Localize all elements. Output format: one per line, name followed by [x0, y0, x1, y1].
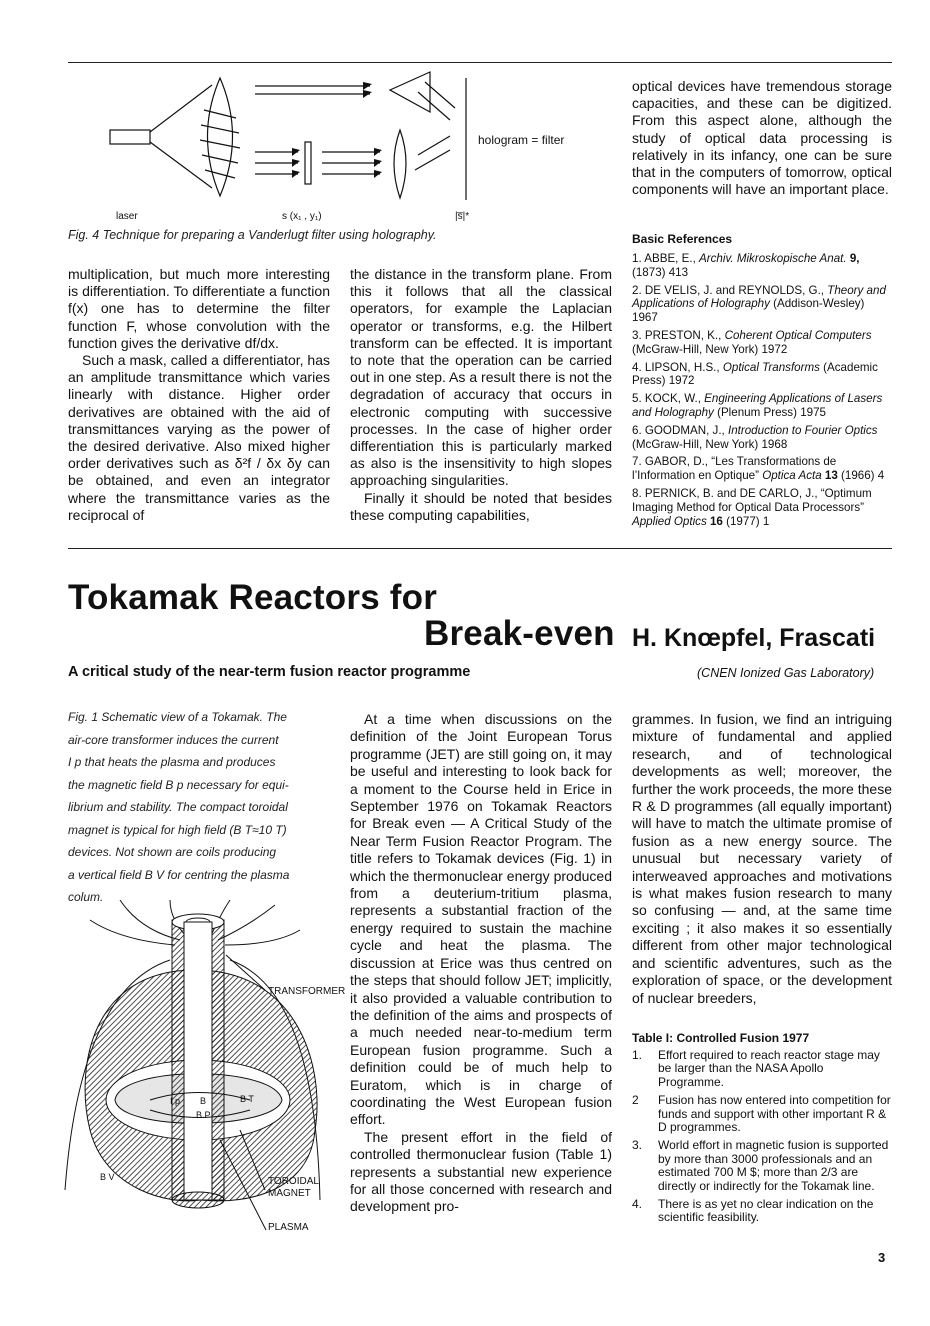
- reference-it: Optica Acta: [762, 469, 822, 483]
- fig1-caption-line: magnet is typical for high field (B T≈10 T): [68, 822, 287, 837]
- table-item: [632, 1049, 892, 1089]
- top-rule: [68, 62, 892, 63]
- table-item-text: There is as yet no clear indication on the scientific feasibility.: [658, 1197, 874, 1225]
- fig1-caption-line: the magnetic field B p necessary for equi-: [68, 777, 289, 792]
- reference-pre: 3. PRESTON, K.,: [632, 328, 725, 342]
- reference-item: [632, 455, 892, 483]
- paragraph: optical devices have tremendous storage capacities, and these can be digitized. From this aspect alone, although the study of optical data processing is relatively in its infancy, one can be sure that in the computers of tomorrow, optical components will have an important place.: [632, 78, 892, 198]
- label-ip: I p: [170, 1096, 181, 1106]
- table-item: [632, 1139, 892, 1193]
- table-item: [632, 1198, 892, 1225]
- label-bt: B T: [240, 1094, 254, 1104]
- reference-it: Applied Optics: [632, 514, 707, 528]
- field-line: [225, 930, 300, 945]
- reference-b: 9,: [846, 252, 860, 265]
- fig1-caption-line: Fig. 1 Schematic view of a Tokamak. The: [68, 710, 287, 724]
- prism: [390, 72, 430, 112]
- label-toroidal: TOROIDAL: [268, 1176, 319, 1187]
- reference-item: [632, 329, 892, 357]
- reference-pre: 2. DE VELIS, J. and REYNOLDS, G.,: [632, 283, 828, 297]
- label-transformer: TRANSFORMER: [268, 986, 346, 997]
- page-number: 3: [878, 1250, 886, 1265]
- table-item-text: Fusion has now entered into competition for funds and support with other important R & D programmes.: [658, 1093, 891, 1135]
- upper-col-2: [350, 266, 612, 524]
- reference-it: Archiv. Mikroskopische Anat.: [699, 252, 847, 265]
- reference-pre: 4. LIPSON, H.S.,: [632, 360, 723, 374]
- lens-2: [394, 130, 406, 198]
- fig1-caption: [68, 706, 330, 909]
- table-item-number: 1.: [632, 1048, 643, 1062]
- label-plasma: PLASMA: [268, 1222, 309, 1233]
- reference-post: (Plenum Press) 1975: [713, 405, 826, 419]
- fig4-label-sstar: |s̅|*: [455, 211, 470, 222]
- reference-item: [632, 284, 892, 325]
- reference-item: [632, 361, 892, 389]
- reference-post: (McGraw-Hill, New York) 1968: [632, 437, 788, 451]
- table-item-number: 3.: [632, 1138, 643, 1153]
- table-item-text: World effort in magnetic fusion is supported by more than 3000 professionals and an estimated 700 M $; more than 2/3 are directly or indirectly for the Tokamak line.: [658, 1138, 889, 1193]
- reference-post: (Academic Press) 1972: [632, 360, 878, 388]
- field-line: [120, 900, 180, 940]
- paragraph: Finally it should be noted that besides these computing capabilities,: [350, 489, 612, 523]
- laser-box: [110, 130, 150, 144]
- label-bv: B V: [100, 1172, 115, 1182]
- reference-pre: 1. ABBE, E.,: [632, 252, 700, 265]
- field-line: [90, 920, 175, 945]
- table-item-number: 4.: [632, 1197, 643, 1212]
- article-title-line-1: Tokamak Reactors for: [68, 578, 438, 617]
- reference-pre: 8. PERNICK, B. and DE CARLO, J., “Optimum Imaging Method for Optical Data Processors”: [632, 486, 872, 514]
- label-bp: B P: [196, 1110, 211, 1120]
- references-title: Basic References: [632, 232, 733, 246]
- reference-item: [632, 487, 892, 528]
- article-subtitle: A critical study of the near-term fusion reactor programme: [68, 664, 471, 680]
- reference-pre: 6. GOODMAN, J.,: [632, 423, 728, 437]
- article-title-line-2: Break-even: [424, 614, 615, 653]
- mid-rule: [68, 548, 892, 549]
- references-list: [632, 252, 892, 528]
- lower-col-3: [632, 711, 892, 1007]
- paragraph: multiplication, but much more interesting is differentiation. To differentiate a function f(x) one has to determine the filter function F, whose convolution with the function gives the derivative df/dx.: [68, 266, 330, 351]
- upper-col-1: [68, 266, 330, 524]
- reference-it: Theory and Applications of Holography: [632, 283, 886, 311]
- table-item: [632, 1094, 892, 1134]
- fig1-caption-line: I p that heats the plasma and produces: [68, 755, 276, 769]
- reference-b: 16: [706, 514, 723, 528]
- reference-post: (McGraw-Hill, New York) 1972: [632, 342, 788, 356]
- label-b: B: [200, 1096, 207, 1106]
- references: [632, 232, 892, 532]
- reference-pre: 7. GABOR, D., “Les Transformations de l’Information en Optique”: [632, 455, 837, 483]
- fig4-diagram: [100, 70, 500, 230]
- fig1-caption-line: devices. Not shown are coils producing: [68, 845, 277, 859]
- reference-pre: 5. KOCK, W.,: [632, 392, 705, 406]
- reference-item: [632, 252, 892, 280]
- fig1-caption-line: colum.: [68, 890, 104, 904]
- reference-item: [632, 424, 892, 452]
- label-magnet: MAGNET: [268, 1188, 311, 1199]
- reference-b: 13: [821, 469, 838, 483]
- fig4-label-hologram: hologram = filter: [478, 133, 565, 147]
- reference-it: Introduction to Fourier Optics: [727, 423, 878, 437]
- fig1-caption-line: a vertical field B V for centring the plasma: [68, 867, 290, 882]
- upper-col-3: [632, 78, 892, 198]
- fig1-caption-line: air-core transformer induces the current: [68, 732, 279, 747]
- reference-post: (1966) 4: [837, 469, 885, 483]
- paragraph: the distance in the transform plane. From this it follows that all the classical operators, for example the Laplacian operator or transforms, e.g. the Hilbert transform can be effected. It is important to note that the operation can be carried out in one step. As a result there is not the degradation of accuracy that occurs in electronic computing with successive processes. In the case of higher order differentiation this is particularly marked as also is the insensitivity to high slopes approaching singularities.: [350, 266, 612, 489]
- table-item-number: 2: [632, 1093, 639, 1108]
- reference-item: [632, 392, 892, 420]
- fig4-label-s: s (x₁ , y₁): [282, 211, 322, 222]
- paragraph: The present effort in the field of controlled thermonuclear fusion (Table 1) represents a substantial new experience for all those concerned with research and development pro-: [350, 1128, 612, 1215]
- reference-post: (Addison-Wesley) 1967: [632, 297, 865, 325]
- fig4-label-laser: laser: [116, 211, 138, 222]
- lower-col-2: [350, 711, 612, 1216]
- article-affiliation: (CNEN Ionized Gas Laboratory): [697, 666, 875, 680]
- reference-it: Engineering Applications of Lasers and Holography: [632, 392, 883, 419]
- paragraph: At a time when discussions on the definition of the Joint European Torus programme (JET) are still going on, it may be useful and interesting to look back for a moment to the Course held in Erice in September 1976 on Tokamak Reactors for Break even — A Critical Study of the Near Term Fusion Reactor Program. The title refers to Tokamak devices (Fig. 1) in which the thermonuclear energy produced from a deuterium-tritium plasma, represents a substantial fraction of the energy required to sustain the machine cycle and heat the plasma. The discussion at Erice was thus centred on the steps that should follow JET; implicitly, it also provided a valuable contribution to the definition of the aims and prospects of a much needed near-to-medium term European fusion programme. Such a definition could be of much help to Euratom, which is in charge of coordinating the West European fusion effort.: [350, 711, 612, 1128]
- reference-it: Coherent Optical Computers: [724, 328, 872, 342]
- lens-1: [208, 78, 233, 196]
- table-1: [632, 1031, 892, 1230]
- field-line: [218, 905, 275, 940]
- fig4-caption: Fig. 4 Technique for preparing a Vanderlugt filter using holography.: [68, 228, 437, 242]
- reference-it: Optical Transforms: [722, 360, 820, 374]
- table-1-title: Table I: Controlled Fusion 1977: [632, 1031, 810, 1045]
- article-author: H. Knœpfel, Frascati: [632, 624, 876, 652]
- paragraph: Such a mask, called a differentiator, has an amplitude transmittance which varies linearly with distance. Higher order derivatives are obtained with the aid of transmittances varying as the power of the desired derivative. Also mixed higher order derivatives such as δ²f / δx δy can be obtained, and even an integrator where the transmittance varies as the reciprocal of: [68, 352, 330, 523]
- reference-post: (1977) 1: [722, 514, 770, 528]
- paragraph: grammes. In fusion, we find an intriguing mixture of fundamental and applied research, and of technological developments as well; moreover, the further the work proceeds, the more these R & D programmes (all equally important) will have to match the ultimate promise of fusion as a new energy source. The unusual but necessary variety of interweaved approaches and motivations is what makes fusion research to many so confusing — and, at the same time exciting ; it also makes it so essentially different from other major technological and scientific adventures, such as the exploration of space, or the development of nuclear breeders,: [632, 711, 892, 1006]
- table-item-text: Effort required to reach reactor stage may be larger than the NASA Apollo Programme.: [658, 1048, 880, 1089]
- reference-post: (1873) 413: [632, 265, 689, 279]
- object-slide: [305, 142, 311, 184]
- fig1-caption-line: librium and stability. The compact toroidal: [68, 800, 288, 814]
